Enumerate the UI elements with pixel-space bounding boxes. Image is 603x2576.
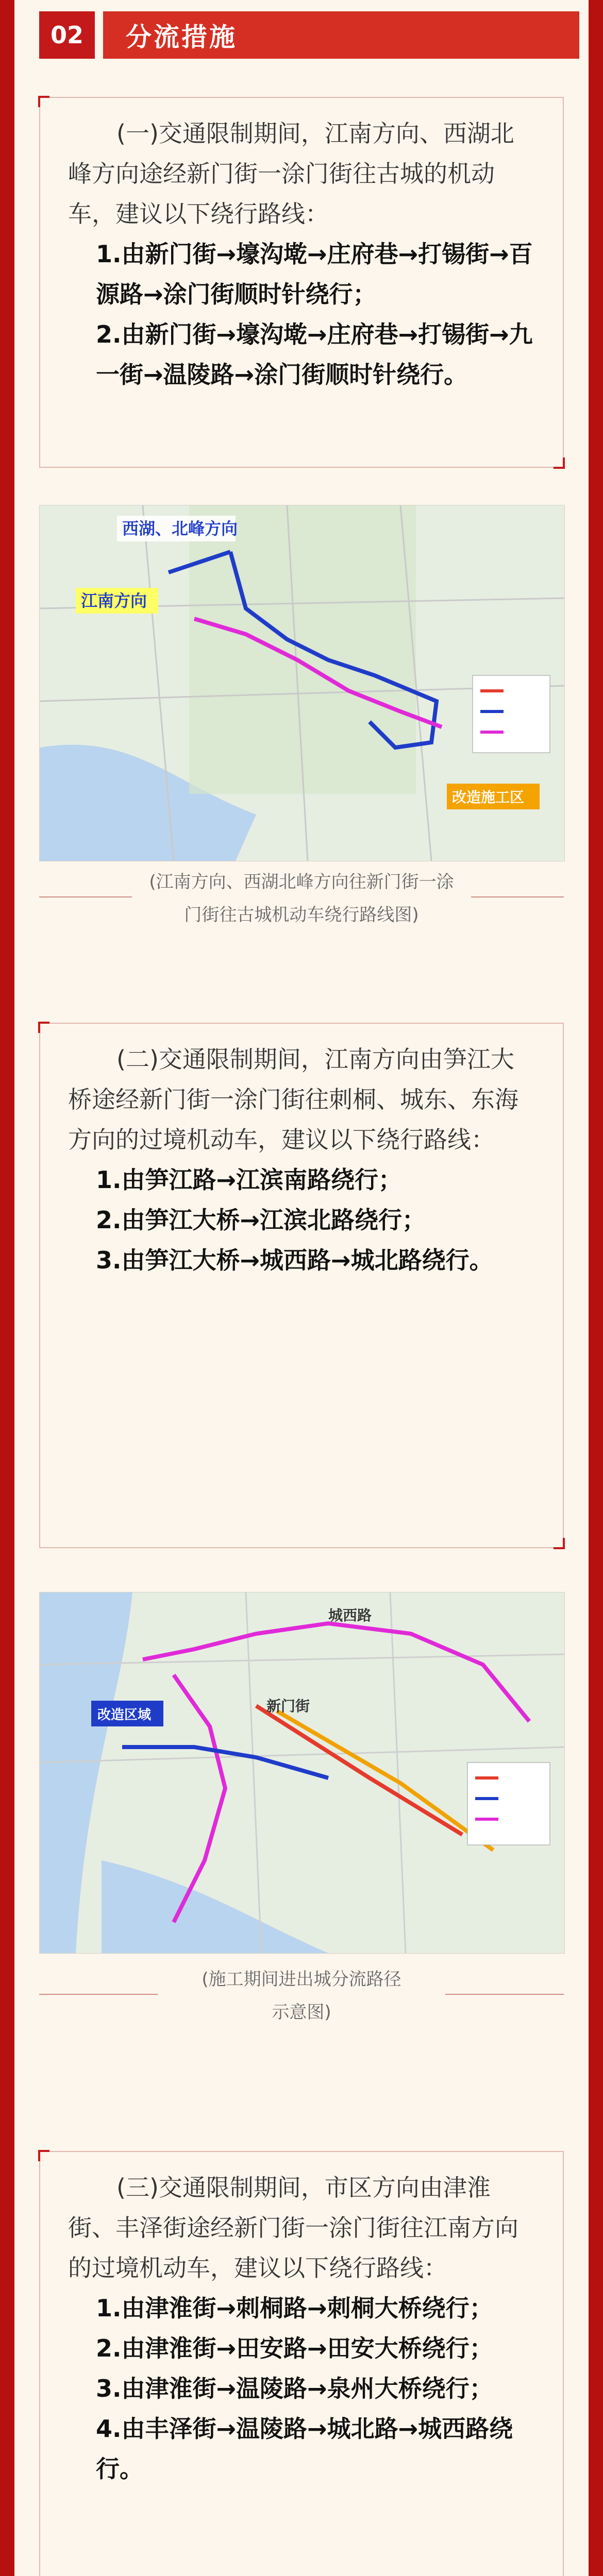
section3-route-1: 1.由津淮街→刺桐路→刺桐大桥绕行； bbox=[96, 2294, 493, 2322]
section3-route-4: 4.由丰泽街→温陵路→城北路→城西路绕行。 bbox=[96, 2415, 513, 2483]
section3-route-2: 2.由津淮街→田安路→田安大桥绕行； bbox=[96, 2334, 493, 2362]
map2-caption: (施工期间进出城分流路径示意图) bbox=[202, 1969, 401, 2023]
map2-label-sign: 改造区域 bbox=[97, 1707, 152, 1723]
section-header bbox=[14, 0, 589, 72]
map2-label-road-b: 新门街 bbox=[266, 1698, 310, 1715]
map1-image bbox=[39, 505, 565, 861]
section2-route-3: 3.由笋江大桥→城西路→城北路绕行。 bbox=[96, 1246, 493, 1274]
map1-caption: (江南方向、西湖北峰方向往新门街一涂门街往古城机动车绕行路线图) bbox=[149, 872, 454, 925]
section2-route-2: 2.由笋江大桥→江滨北路绕行； bbox=[96, 1206, 426, 1234]
section3-route-3: 3.由津淮街→温陵路→泉州大桥绕行； bbox=[96, 2375, 493, 2402]
section3-intro: (三)交通限制期间，市区方向由津淮街、丰泽街途经新门街一涂门街往江南方向的过境机动车，建议以下绕行路线： bbox=[68, 2174, 518, 2282]
map1-label-south: 江南方向 bbox=[81, 591, 147, 611]
section1-card bbox=[39, 97, 564, 468]
section1-route-2: 2.由新门街→壕沟墘→庄府巷→打锡街→九一街→温陵路→涂门街顺时针绕行。 bbox=[96, 320, 533, 388]
map2-image bbox=[39, 1592, 565, 1954]
section1-intro: (一)交通限制期间，江南方向、西湖北峰方向途经新门街一涂门街往古城的机动车，建议以下绕行路线： bbox=[68, 120, 514, 228]
article-sheet bbox=[14, 0, 589, 2576]
section3-card bbox=[39, 2151, 564, 2576]
section-title: 分流措施 bbox=[103, 11, 579, 59]
section2-intro: (二)交通限制期间，江南方向由笋江大桥途经新门街一涂门街往刺桐、城东、东海方向的过境机动车，建议以下绕行路线： bbox=[68, 1045, 518, 1154]
section1-route-1: 1.由新门街→壕沟墘→庄府巷→打锡街→百源路→涂门街顺时针绕行； bbox=[96, 240, 533, 308]
map1-label-site: 改造施工区 bbox=[452, 789, 525, 806]
section2-card bbox=[39, 1023, 564, 1548]
map2-label-road-a: 城西路 bbox=[328, 1607, 372, 1624]
section-number: 02 bbox=[39, 11, 95, 59]
section2-route-1: 1.由笋江路→江滨南路绕行； bbox=[96, 1166, 403, 1194]
map1-label-north: 西湖、北峰方向 bbox=[122, 519, 238, 538]
